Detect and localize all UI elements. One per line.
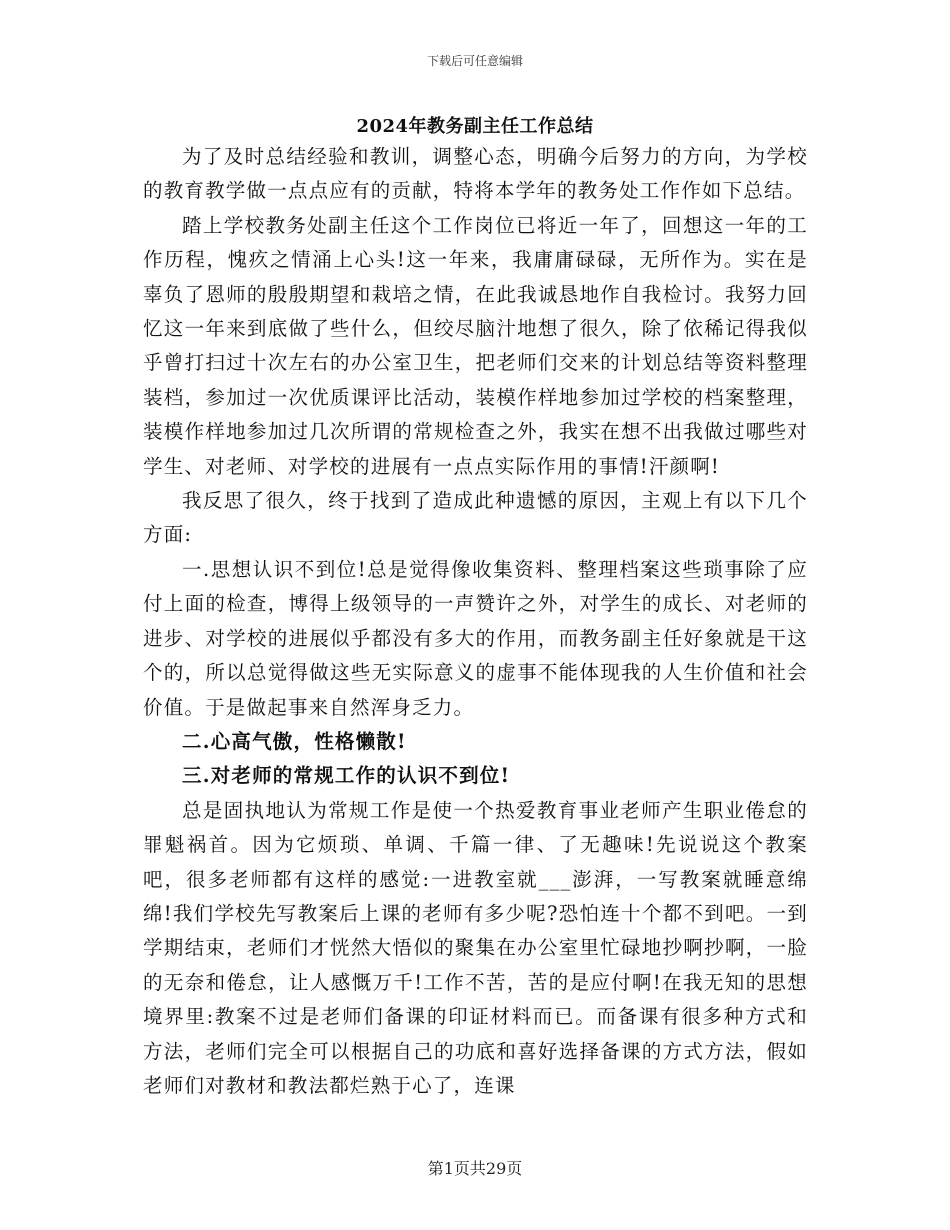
paragraph-reflection: 我反思了很久，终于找到了造成此种遗憾的原因，主观上有以下几个方面: [143,489,808,547]
paragraph-review: 踏上学校教务处副主任这个工作岗位已将近一年了，回想这一年的工作历程，愧疚之情涌上心头!这一年来，我庸庸碌碌，无所作为。实在是辜负了恩师的殷殷期望和栽培之情，在此我诚恳地作自我检讨。我努力回忆这一年来到底做了些什么，但绞尽脑汁地想了很久，除了依稀记得我似乎曾打扫过十次左右的办公室卫生，把老师们交来的计划总结等资料整理装档，参加过一次优质课评比活动，装模作样地参加过学校的档案整理，装模作样地参加过几次所谓的常规检查之外，我实在想不出我做过哪些对学生、对老师、对学校的进展有一点点实际作用的事情!汗颜啊! [143,213,808,478]
document-body [143,140,808,1103]
paragraph-point-three: 三.对老师的常规工作的认识不到位! [182,764,511,788]
document-title: 2024年教务副主任工作总结 [356,116,594,137]
paragraph-point-one: 一.思想认识不到位!总是觉得像收集资料、整理档案这些琐事除了应付上面的检查，博得上级领导的一声赞许之外，对学生的成长、对老师的进步、对学校的进展似乎都没有多大的作用，而教务副主任好象就是干这个的，所以总觉得做这些无实际意义的虚事不能体现我的人生价值和社会价值。于是做起事来自然浑身乏力。 [143,557,808,719]
paragraph-routine-work: 总是固执地认为常规工作是使一个热爱教育事业老师产生职业倦怠的罪魁祸首。因为它烦琐、单调、千篇一律、了无趣味!先说说这个教案吧，很多老师都有这样的感觉:一进教室就___澎湃，一写教案就睡意绵绵!我们学校先写教案后上课的老师有多少呢?恐怕连十个都不到吧。一到学期结束，老师们才恍然大悟似的聚集在办公室里忙碌地抄啊抄啊，一脸的无奈和倦怠，让人感慨万千!工作不苦，苦的是应付啊!在我无知的思想境界里:教案不过是老师们备课的印证材料而已。而备课有很多种方式和方法，老师们完全可以根据自己的功底和喜好选择备课的方式方法，假如老师们对教材和教法都烂熟于心了，连课 [143,798,808,1097]
page-header-note: 下载后可任意编辑 [426,54,523,68]
paragraph-point-two: 二.心高气傲，性格懒散! [182,729,407,753]
paragraph-intro: 为了及时总结经验和教训，调整心态，明确今后努力的方向，为学校的教育教学做一点点应有的贡献，特将本学年的教务处工作作如下总结。 [143,145,808,203]
page-number: 第1页共29页 [427,1159,523,1178]
